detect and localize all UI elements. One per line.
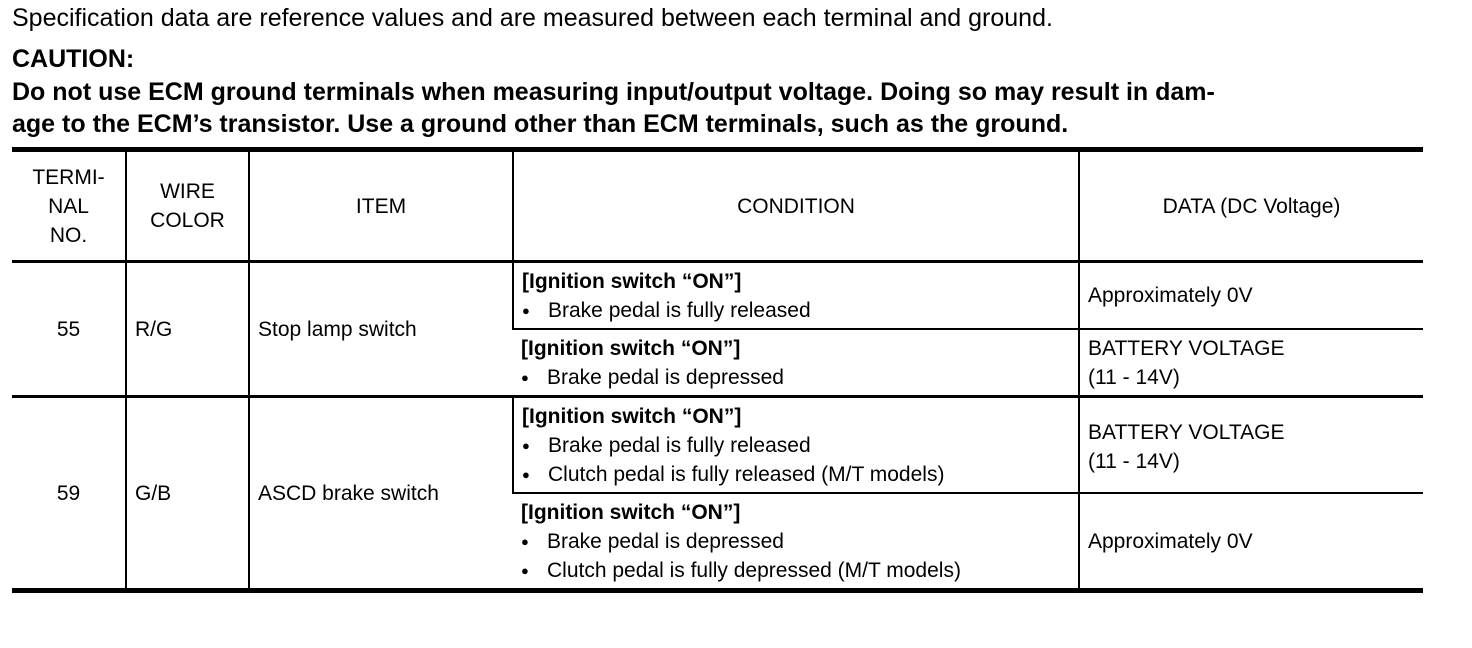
condition-heading: [Ignition switch “ON”] [522, 269, 742, 293]
caution-title: CAUTION: [12, 45, 135, 73]
header-wire-color: WIRE COLOR [126, 150, 249, 262]
data-cell: BATTERY VOLTAGE (11 - 14V) [1079, 329, 1423, 397]
data-cell: BATTERY VOLTAGE (11 - 14V) [1079, 397, 1423, 494]
condition-heading: [Ignition switch “ON”] [521, 336, 741, 360]
terminal-number: 55 [12, 262, 126, 397]
caution-line: age to the ECM’s transistor. Use a ground other than ECM terminals, such as the ground. [12, 110, 1069, 138]
header-condition: CONDITION [513, 150, 1079, 262]
condition-cell [513, 397, 1079, 494]
caution-text [12, 76, 1432, 140]
condition-cell [513, 262, 1079, 330]
condition-heading: [Ignition switch “ON”] [522, 404, 742, 428]
item-name: ASCD brake switch [249, 397, 513, 591]
condition-bullet: ● Brake pedal is depressed [521, 363, 1070, 392]
condition-cell [513, 329, 1079, 397]
intro-text: Specification data are reference values and are measured between each terminal and ground. [12, 4, 1053, 32]
condition-bullet: ● Brake pedal is depressed [521, 527, 1070, 556]
terminal-spec-table [12, 147, 1423, 593]
terminal-number: 59 [12, 397, 126, 591]
condition-bullet: ● Clutch pedal is fully depressed (M/T models) [521, 556, 1070, 585]
header-data: DATA (DC Voltage) [1079, 150, 1423, 262]
data-cell: Approximately 0V [1079, 493, 1423, 591]
condition-bullet: ● Brake pedal is fully released [522, 296, 1070, 325]
condition-bullet: ● Clutch pedal is fully released (M/T models) [522, 460, 1070, 489]
wire-color: G/B [126, 397, 249, 591]
table-row [12, 397, 1423, 494]
table-row [12, 262, 1423, 330]
condition-heading: [Ignition switch “ON”] [521, 500, 741, 524]
wire-color: R/G [126, 262, 249, 397]
header-item: ITEM [249, 150, 513, 262]
condition-bullet: ● Brake pedal is fully released [522, 431, 1070, 460]
header-terminal-no: TERMI- NAL NO. [32, 165, 105, 247]
condition-cell [513, 493, 1079, 591]
item-name: Stop lamp switch [249, 262, 513, 397]
data-cell: Approximately 0V [1079, 262, 1423, 330]
table-header-row [12, 150, 1423, 262]
caution-line: Do not use ECM ground terminals when measuring input/output voltage. Doing so may result in dam- [12, 78, 1215, 106]
